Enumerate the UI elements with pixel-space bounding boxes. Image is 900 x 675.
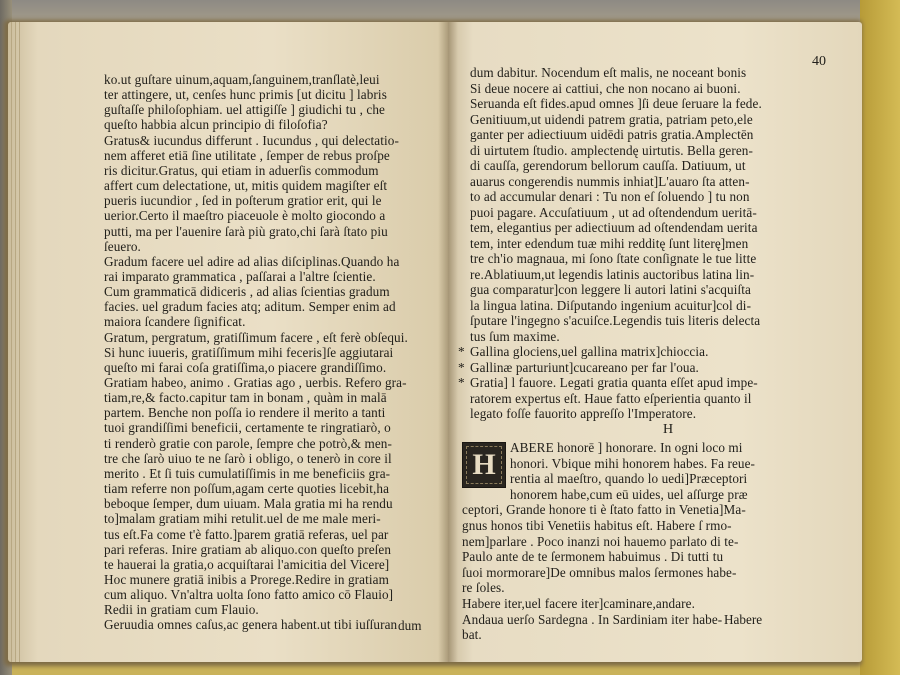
- text-line: Paulo ante de te ſermonem habuimus . Di tutti tu: [462, 549, 724, 565]
- right-page: [448, 22, 862, 662]
- note-asterisk: *: [458, 344, 465, 359]
- text-line: ſeuero.: [104, 238, 141, 254]
- text-line: tre che ſarò uiuo te ne ſarò i obligo, o tenerò in core il: [104, 450, 392, 466]
- page-edge: [19, 22, 20, 662]
- page-edge: [15, 22, 16, 662]
- note-line: ratorem expertus eſt. Haue fatto eſperientia quanto il: [470, 390, 752, 406]
- text-line: ſputare l'ingegno s'acuiſce.Legendis tuis literis delecta: [470, 313, 761, 328]
- text-line: affert cum delectatione, ut, mitis quidem magiſter eſt: [104, 178, 388, 194]
- text-line: tuoi grandiſſimi beneficii, certamente te ringratiarò, o: [104, 420, 391, 436]
- text-line: tiam,re,& facto.capitur tam in bonam , quàm in malā: [104, 390, 387, 406]
- text-line: Hoc munere gratiā inibis a Prorege.Redire in gratiam: [104, 571, 389, 587]
- text-line: dum dabitur. Nocendum eſt malis, ne noceant bonis: [470, 65, 747, 80]
- text-line: Redii in gratiam cum Flauio.: [104, 602, 259, 618]
- text-line: ti renderò gratie con parole, ſempre che potrò,& men-: [104, 435, 392, 451]
- text-line: uerior.Certo il maeſtro piaceuole è molto giocondo a: [104, 208, 386, 224]
- text-line: to ad accumular denari : Tu non eſ ſoluendo ] tu non: [470, 189, 750, 204]
- text-line: Si deue nocere ai cattiui, che non nocano ai buoni.: [470, 80, 741, 96]
- text-line: honori. Vbique mihi honorem habes. Fa reue-: [510, 455, 756, 471]
- text-line: ris dicitur.Gratus, qui etiam in aduerſis commodum: [104, 162, 379, 178]
- right-catchword: Habere: [724, 612, 763, 627]
- text-line: putti, ma per l'auenire ſarà più grato,chi ſarà ſtato piu: [104, 223, 388, 239]
- page-edge: [11, 22, 12, 662]
- text-line: Geruudia omnes caſus,ac genera habent.ut tibi iuſſuran: [104, 617, 398, 633]
- text-line: tem, elegantius per adiectiuum ad oſtendendam uerita: [470, 220, 758, 235]
- note-line: Gallina glociens,uel gallina matrix]chioccia.: [470, 344, 709, 359]
- text-line: merito . Et ſi tuis cumulatiſſimis in me beneficiis gra-: [104, 465, 391, 481]
- text-line: Cum grammaticā didiceris , ad alias ſcientias gradum: [104, 284, 390, 300]
- text-line: la lingua latina. Diſputando ingenium acuitur]col di-: [470, 297, 752, 313]
- text-line: rai imparato grammatica , paſſarai a l'altre ſcientie.: [104, 268, 376, 284]
- text-line: honorem habe,cum eū uides, uel aſſurge præ: [510, 486, 748, 502]
- text-line: Gratiam habeo, animo . Gratias ago , uerbis. Refero gra-: [104, 375, 407, 390]
- text-line: tem, inter edendum tuæ mihi redditę ſunt literę]men: [470, 235, 749, 251]
- page-number: 40: [812, 54, 826, 69]
- decorated-initial: [462, 442, 506, 488]
- text-line: pari referas. Inire gratiam ab aliquo.con queſto preſen: [104, 541, 392, 557]
- left-catchword: dum: [398, 618, 422, 633]
- text-line: Gradum facere uel adire ad alias diſciplinas.Quando ha: [104, 253, 400, 269]
- text-line: tus eſt.Fa come t'è fatto.]parem gratiā referas, uel par: [104, 526, 389, 542]
- text-line: ceptori, Grande honore ti è ſtato fatto in Venetia]Ma-: [462, 502, 746, 518]
- text-line: Genitiuum,ut uidendi patrem gratia, patriam peto,ele: [470, 111, 753, 127]
- text-line: re.Ablatiuum,ut legendis latinis auctoribus latina lin-: [470, 266, 755, 282]
- text-line: queſto habbia alcun principio di filoſofia?: [104, 117, 328, 133]
- text-line: partem. Benche non poſſa io rendere il merito a tanti: [104, 405, 386, 421]
- text-line: Habere iter,uel facere iter]caminare,andare.: [462, 596, 696, 611]
- note-line: Gratia] l fauore. Legati gratia quanta eſſet apud impe-: [470, 375, 758, 390]
- text-line: di uirtutem ſtudio. amplectendę uirtutis. Bella geren-: [470, 142, 753, 158]
- text-line: Gratus& iucundus differunt . Iucundus , qui delectatio-: [104, 132, 399, 148]
- text-line: gua comparatur]con leggere li autori latini s'acquiſta: [470, 282, 751, 297]
- note-line: legato foſſe fauorito appreſſo l'Imperatore.: [470, 406, 697, 421]
- text-line: bat.: [462, 627, 482, 643]
- text-line: tre ch'io magnaua, mi ſono ſtate conſignate le tue litte: [470, 251, 757, 266]
- text-line: puoi pagare. Accuſatiuum , ut ad oſtendendum ueritā-: [470, 204, 757, 220]
- text-line: ſuoi mormorare]De omnibus malos ſermones habe-: [462, 564, 737, 580]
- text-line: facies. uel gradum facies atq; aditum. Semper enim ad: [104, 299, 396, 315]
- text-line: rentia al maeſtro, quando lo uedi]Præceptori: [510, 471, 748, 487]
- text-line: pueris iucundior , ſed in poſterum gratior erit, qui le: [104, 193, 382, 209]
- decorated-initial-letter: H: [472, 448, 496, 481]
- text-line: ABERE honorē ] honorare. In ogni loco mi: [510, 440, 743, 455]
- text-line: tus ſum maxime.: [470, 328, 560, 344]
- left-page: [8, 22, 448, 662]
- text-line: auarus congerendis nummis inhiat]L'auaro ſta atten-: [470, 173, 750, 189]
- text-line: nem afferet etiā ſine utilitate , ſemper de rebus proſpe: [104, 147, 390, 163]
- text-line: gnus honos tibi Venetiis habitus eſt. Habere ſ rmo-: [462, 518, 732, 533]
- text-line: Si hunc iuueris, gratiſſimum mihi feceris]ſe aggiutarai: [104, 344, 394, 360]
- text-line: beboque ſemper, dum uiuam. Mala gratia mi ha rendu: [104, 496, 393, 512]
- note-line: Gallinæ parturiunt]cucareano per far l'oua.: [470, 359, 699, 375]
- note-asterisk: *: [458, 375, 465, 390]
- text-line: Andaua uerſo Sardegna . In Sardiniam iter habe-: [462, 611, 723, 627]
- text-line: ko.ut guſtare uinum,aquam,ſanguinem,tranſlatè,leui: [104, 72, 380, 87]
- text-line: re ſoles.: [462, 580, 505, 596]
- background-right: [860, 0, 900, 675]
- text-line: to]malam gratiam mihi retulit.uel de me male meri-: [104, 511, 381, 527]
- text-line: ter attingere, ut, cenſes hunc primis [ut dicitu ] labris: [104, 87, 387, 103]
- note-asterisk: *: [458, 359, 465, 375]
- text-line: di cauſſa, gerendorum bellorum cauſſa. Datiuum, ut: [470, 158, 746, 173]
- text-line: nem]parlare . Poco inanzi noi hauemo parlato di te-: [462, 533, 739, 549]
- text-line: te hauerai la gratia,o acquiſtarai l'amicitia del Vicere]: [104, 556, 390, 572]
- book-gutter: [438, 22, 458, 662]
- text-line: queſto mi farai coſa gratiſſima,o piacere grandiſſimo.: [104, 359, 387, 375]
- text-line: tiam referre non poſſum,agam certe quoties licebit,ha: [104, 481, 390, 497]
- text-line: cum aliquo. Vn'altra uolta ſono fatto amico cō Flauio]: [104, 587, 394, 603]
- text-line: guſtaſſe philoſophiam. uel attigiſſe ] giudichi tu , che: [104, 102, 386, 118]
- text-line: Gratum, pergratum, gratiſſimum facere , eſt ferè obſequi.: [104, 329, 408, 345]
- text-line: maiora ſcandere ſignificat.: [104, 314, 246, 330]
- text-line: ganter per adiectiuum uidēdi patris gratia.Amplectēn: [470, 127, 754, 142]
- section-heading: H: [663, 422, 674, 437]
- text-line: Seruanda eſt fides.apud omnes ]ſi deue ſeruare la fede.: [470, 96, 762, 111]
